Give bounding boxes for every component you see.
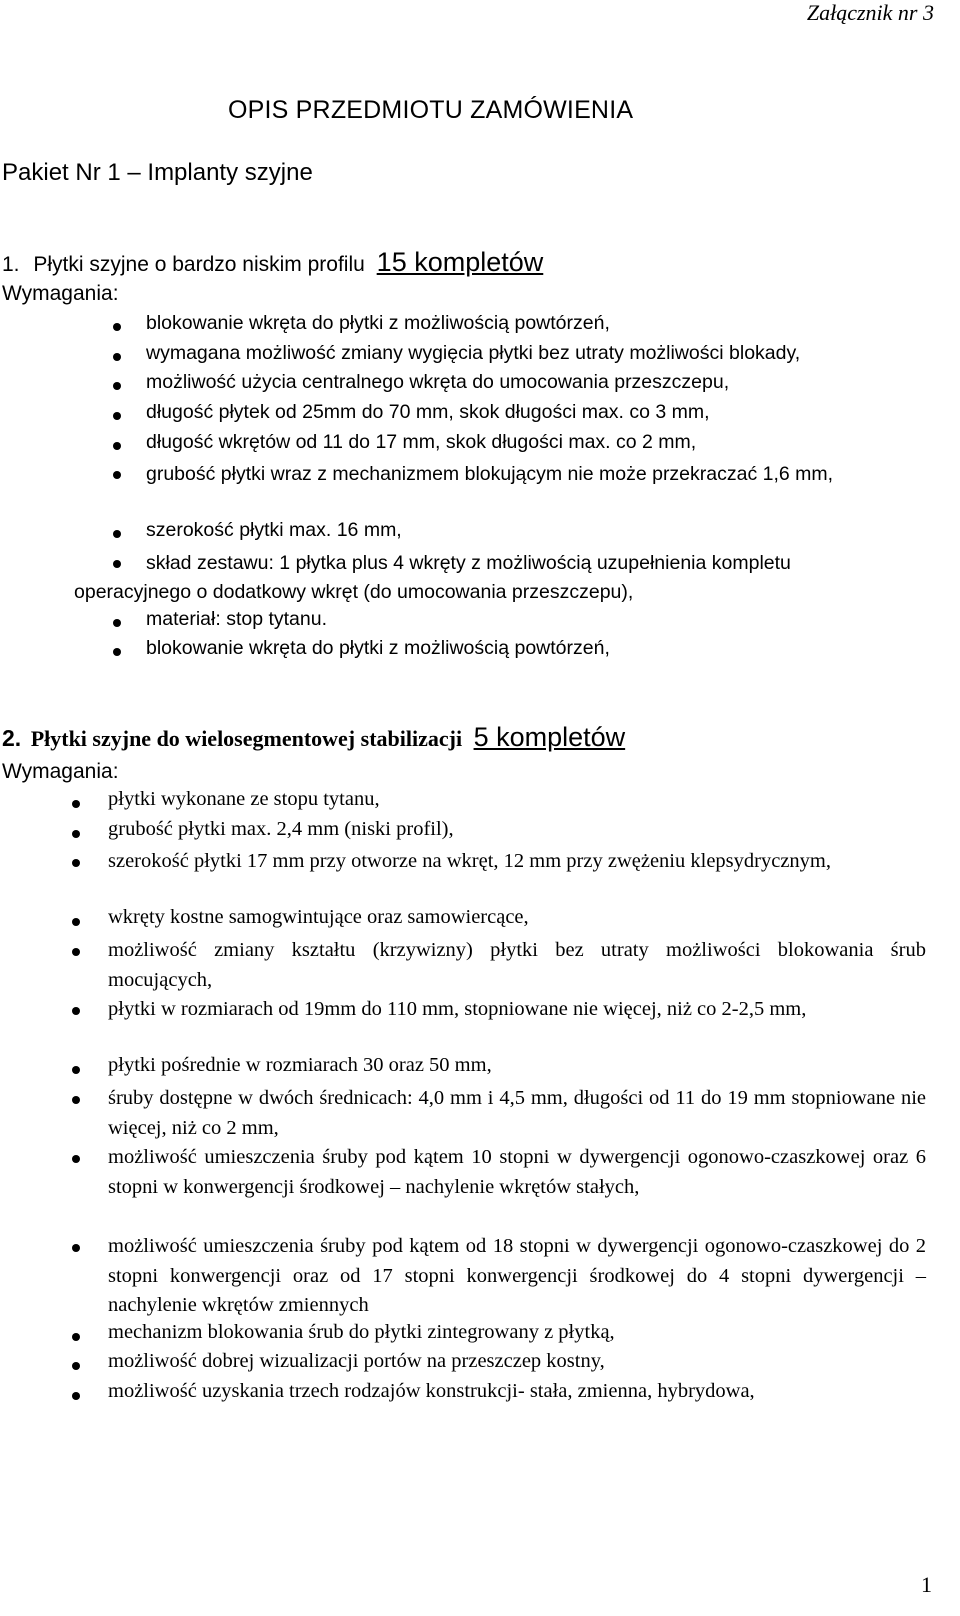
- list-item: płytki pośrednie w rozmiarach 30 oraz 50 mm,: [108, 1054, 492, 1076]
- list-item: [108, 1084, 926, 1143]
- list-item-text: grubość płytki wraz z mechanizmem blokującym nie może przekraczać 1,6 mm,: [146, 463, 834, 485]
- package-heading: Pakiet Nr 1 – Implanty szyjne: [2, 159, 313, 186]
- bullet-icon: [72, 1244, 80, 1252]
- list-item-text: możliwość umieszczenia śruby pod kątem od 18 stopni w dywergencji ogonowo-czaszkowej do 2 stopni konwergencji oraz od 17 stopni konwergencji środkowej do 4 stopni dywergencji – nachylenie wkrętów zmiennych: [108, 1235, 926, 1316]
- bullet-icon: [72, 1066, 80, 1074]
- list-item-text: szerokość płytki 17 mm przy otworze na wkręt, 12 mm przy zwężeniu klepsydrycznym,: [108, 850, 831, 872]
- list-item: [108, 995, 926, 1025]
- list-item: blokowanie wkręta do płytki z możliwością powtórzeń,: [146, 312, 610, 334]
- bullet-icon: [72, 1096, 80, 1104]
- list-item: [108, 936, 926, 995]
- bullet-icon: [113, 471, 121, 479]
- section-1-requirements-label: Wymagania:: [2, 282, 119, 305]
- section-2-quantity: 5 kompletów: [473, 722, 626, 752]
- section-1-title: Płytki szyjne o bardzo niskim profilu: [33, 253, 365, 276]
- bullet-icon: [113, 353, 121, 361]
- bullet-icon: [113, 323, 121, 331]
- section-2-heading: [2, 722, 625, 753]
- section-2-number: 2.: [2, 725, 22, 751]
- section-1-quantity: 15 kompletów: [376, 247, 544, 277]
- list-item: [108, 847, 926, 877]
- list-item: [108, 1232, 926, 1321]
- list-item: materiał: stop tytanu.: [146, 608, 328, 630]
- bullet-icon: [72, 1392, 80, 1400]
- list-item: płytki wykonane ze stopu tytanu,: [108, 788, 380, 810]
- list-item-text: skład zestawu: 1 płytka plus 4 wkręty z możliwością uzupełnienia kompletu operacyjnego o dodatkowy wkręt (do umocowania przeszczepu),: [74, 552, 791, 603]
- section-2-requirements-label: Wymagania:: [2, 760, 119, 783]
- list-item: [108, 1143, 926, 1202]
- list-item: mechanizm blokowania śrub do płytki zintegrowany z płytką,: [108, 1321, 615, 1343]
- annex-label: Załącznik nr 3: [806, 0, 934, 25]
- bullet-icon: [72, 859, 80, 867]
- list-item: blokowanie wkręta do płytki z możliwością powtórzeń,: [146, 637, 610, 659]
- section-1-heading: [2, 247, 543, 278]
- list-item: możliwość użycia centralnego wkręta do umocowania przeszczepu,: [146, 371, 730, 393]
- section-1-number: 1.: [2, 253, 20, 276]
- bullet-icon: [113, 648, 121, 656]
- list-item: długość płytek od 25mm do 70 mm, skok długości max. co 3 mm,: [146, 401, 710, 423]
- bullet-icon: [113, 619, 121, 627]
- list-item: możliwość dobrej wizualizacji portów na przeszczep kostny,: [108, 1350, 605, 1372]
- list-item-text: możliwość umieszczenia śruby pod kątem 10 stopni w dywergencji ogonowo-czaszkowej oraz 6 stopni w konwergencji środkowej – nachylenie wkrętów stałych,: [108, 1146, 926, 1198]
- list-item: długość wkrętów od 11 do 17 mm, skok długości max. co 2 mm,: [146, 431, 697, 453]
- list-item: grubość płytki max. 2,4 mm (niski profil),: [108, 818, 454, 840]
- list-item: możliwość uzyskania trzech rodzajów konstrukcji- stała, zmienna, hybrydowa,: [108, 1380, 755, 1402]
- list-item-text: płytki w rozmiarach od 19mm do 110 mm, stopniowane nie więcej, niż co 2-2,5 mm,: [108, 998, 807, 1020]
- list-item: [74, 549, 904, 607]
- bullet-icon: [72, 830, 80, 838]
- bullet-icon: [72, 1007, 80, 1015]
- list-item: [146, 460, 926, 489]
- section-2-title: Płytki szyjne do wielosegmentowej stabilizacji: [30, 726, 463, 751]
- bullet-icon: [72, 918, 80, 926]
- page-number: 1: [921, 1572, 932, 1597]
- bullet-icon: [113, 442, 121, 450]
- list-item: wkręty kostne samogwintujące oraz samowiercące,: [108, 906, 529, 928]
- list-item: szerokość płytki max. 16 mm,: [146, 519, 402, 541]
- list-item-text: śruby dostępne w dwóch średnicach: 4,0 mm i 4,5 mm, długości od 11 do 19 mm stopniowane nie więcej, niż co 2 mm,: [108, 1087, 926, 1139]
- bullet-icon: [72, 948, 80, 956]
- bullet-icon: [113, 412, 121, 420]
- bullet-icon: [72, 1362, 80, 1370]
- bullet-icon: [72, 1333, 80, 1341]
- list-item: wymagana możliwość zmiany wygięcia płytki bez utraty możliwości blokady,: [146, 342, 801, 364]
- bullet-icon: [113, 382, 121, 390]
- bullet-icon: [72, 800, 80, 808]
- list-item-text: możliwość zmiany kształtu (krzywizny) płytki bez utraty możliwości blokowania śrub mocujących,: [108, 939, 926, 991]
- bullet-icon: [113, 530, 121, 538]
- document-title: OPIS PRZEDMIOTU ZAMÓWIENIA: [228, 96, 634, 124]
- bullet-icon: [72, 1155, 80, 1163]
